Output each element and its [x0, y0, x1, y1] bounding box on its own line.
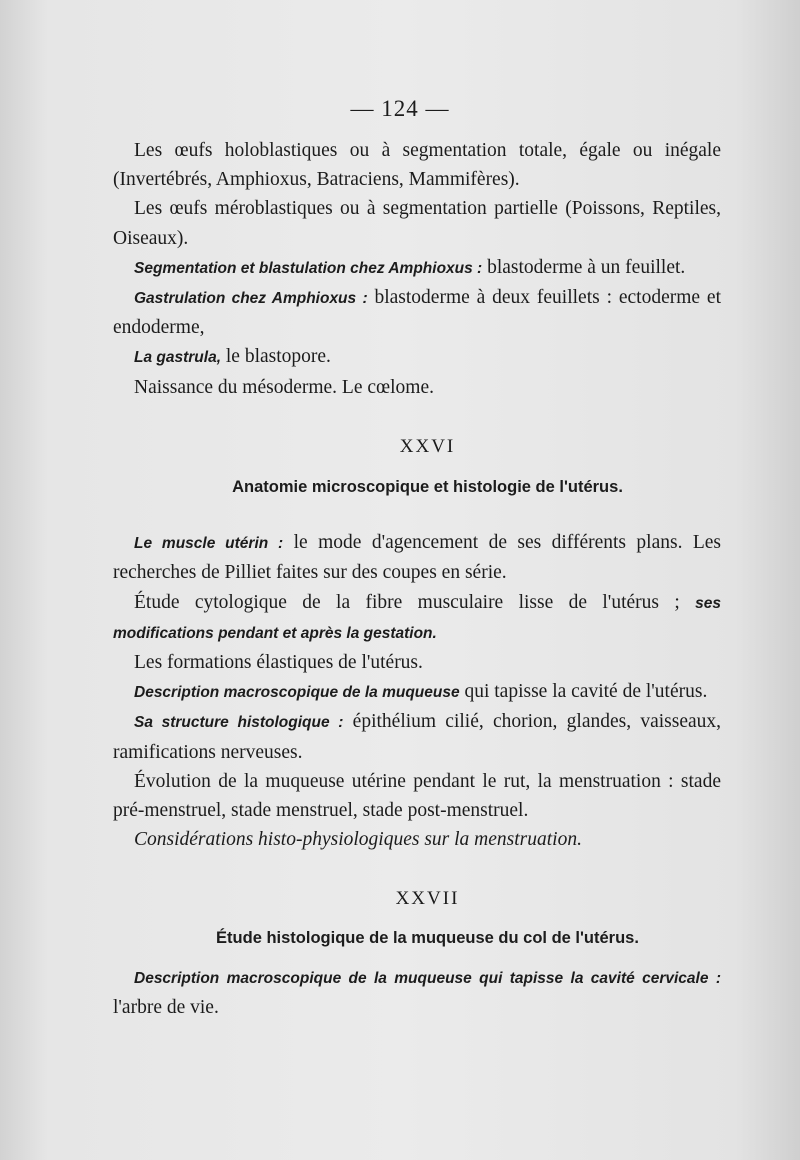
paragraph-text: le mode d'agencement de ses différents plans. Les recherches de Pilliet faites sur des coupes en série.	[113, 532, 721, 584]
page-number: — 124 —	[350, 96, 450, 121]
paragraph-text: blastoderme à un feuillet.	[482, 256, 686, 278]
paragraph-gastrulation	[113, 283, 721, 342]
section-title-cervix-mucosa: Étude histologique de la muqueuse du col de l'utérus.	[216, 928, 639, 947]
paragraph-text: blastoderme à deux feuillets : ectoderme et endoderme,	[113, 287, 721, 339]
paragraph-text: Étude cytologique de la fibre musculaire lisse de l'utérus ;	[134, 591, 696, 613]
paragraph-text: épithélium cilié, chorion, glandes, vaisseaux, ramifications nerveuses.	[113, 711, 722, 763]
paragraph-cervical-cavity	[113, 963, 721, 1022]
paragraph-uterine-muscle	[113, 528, 721, 587]
paragraph-histological-structure	[113, 707, 721, 766]
term-gastrula: La gastrula,	[134, 349, 221, 367]
page-body	[113, 136, 721, 1022]
paragraph-gastrula	[113, 342, 721, 372]
paragraph-meroblastic-eggs: Les œufs méroblastiques ou à segmentation partielle (Poissons, Reptiles, Oiseaux).	[113, 198, 721, 249]
section-number-xxvi: XXVI	[399, 435, 456, 457]
term-segmentation: Segmentation et blastulation chez Amphioxus :	[134, 259, 483, 277]
paragraph-text: le blastopore.	[221, 346, 331, 368]
section-title-uterus-histology: Anatomie microscopique et histologie de l'utérus.	[232, 478, 623, 497]
section-number-xxvii: XXVII	[395, 888, 460, 910]
term-uterine-muscle: Le muscle utérin :	[134, 535, 284, 553]
term-cervical-description: Description macroscopique de la muqueuse qui tapisse la cavité cervicale :	[134, 969, 721, 987]
paragraph-text: qui tapisse la cavité de l'utérus.	[459, 681, 708, 703]
paragraph-text: l'arbre de vie.	[113, 997, 219, 1019]
paragraph-holoblastic-eggs: Les œufs holoblastiques ou à segmentation totale, égale ou inégale (Invertébrés, Amphioxus, Batraciens, Mammifères).	[113, 140, 721, 191]
paragraph-mucosa-description	[113, 677, 721, 707]
paragraph-segmentation	[113, 253, 721, 283]
paragraph-elastic-formations: Les formations élastiques de l'utérus.	[134, 652, 423, 674]
term-gastrulation: Gastrulation chez Amphioxus :	[134, 290, 368, 308]
paragraph-cytology	[113, 588, 721, 648]
paragraph-considerations: Considérations histo-physiologiques sur la menstruation.	[134, 829, 582, 851]
paragraph-mucosa-evolution: Évolution de la muqueuse utérine pendant le rut, la menstruation : stade pré-menstruel, stade menstruel, stade post-menstruel.	[113, 770, 721, 822]
term-modifications: ses modifications pendant et après la gestation.	[113, 594, 721, 642]
paragraph-mesoderm: Naissance du mésoderme. Le cœlome.	[134, 376, 434, 398]
term-histological-structure: Sa structure histologique :	[134, 714, 344, 732]
term-mucosa-description: Description macroscopique de la muqueuse	[134, 684, 460, 702]
